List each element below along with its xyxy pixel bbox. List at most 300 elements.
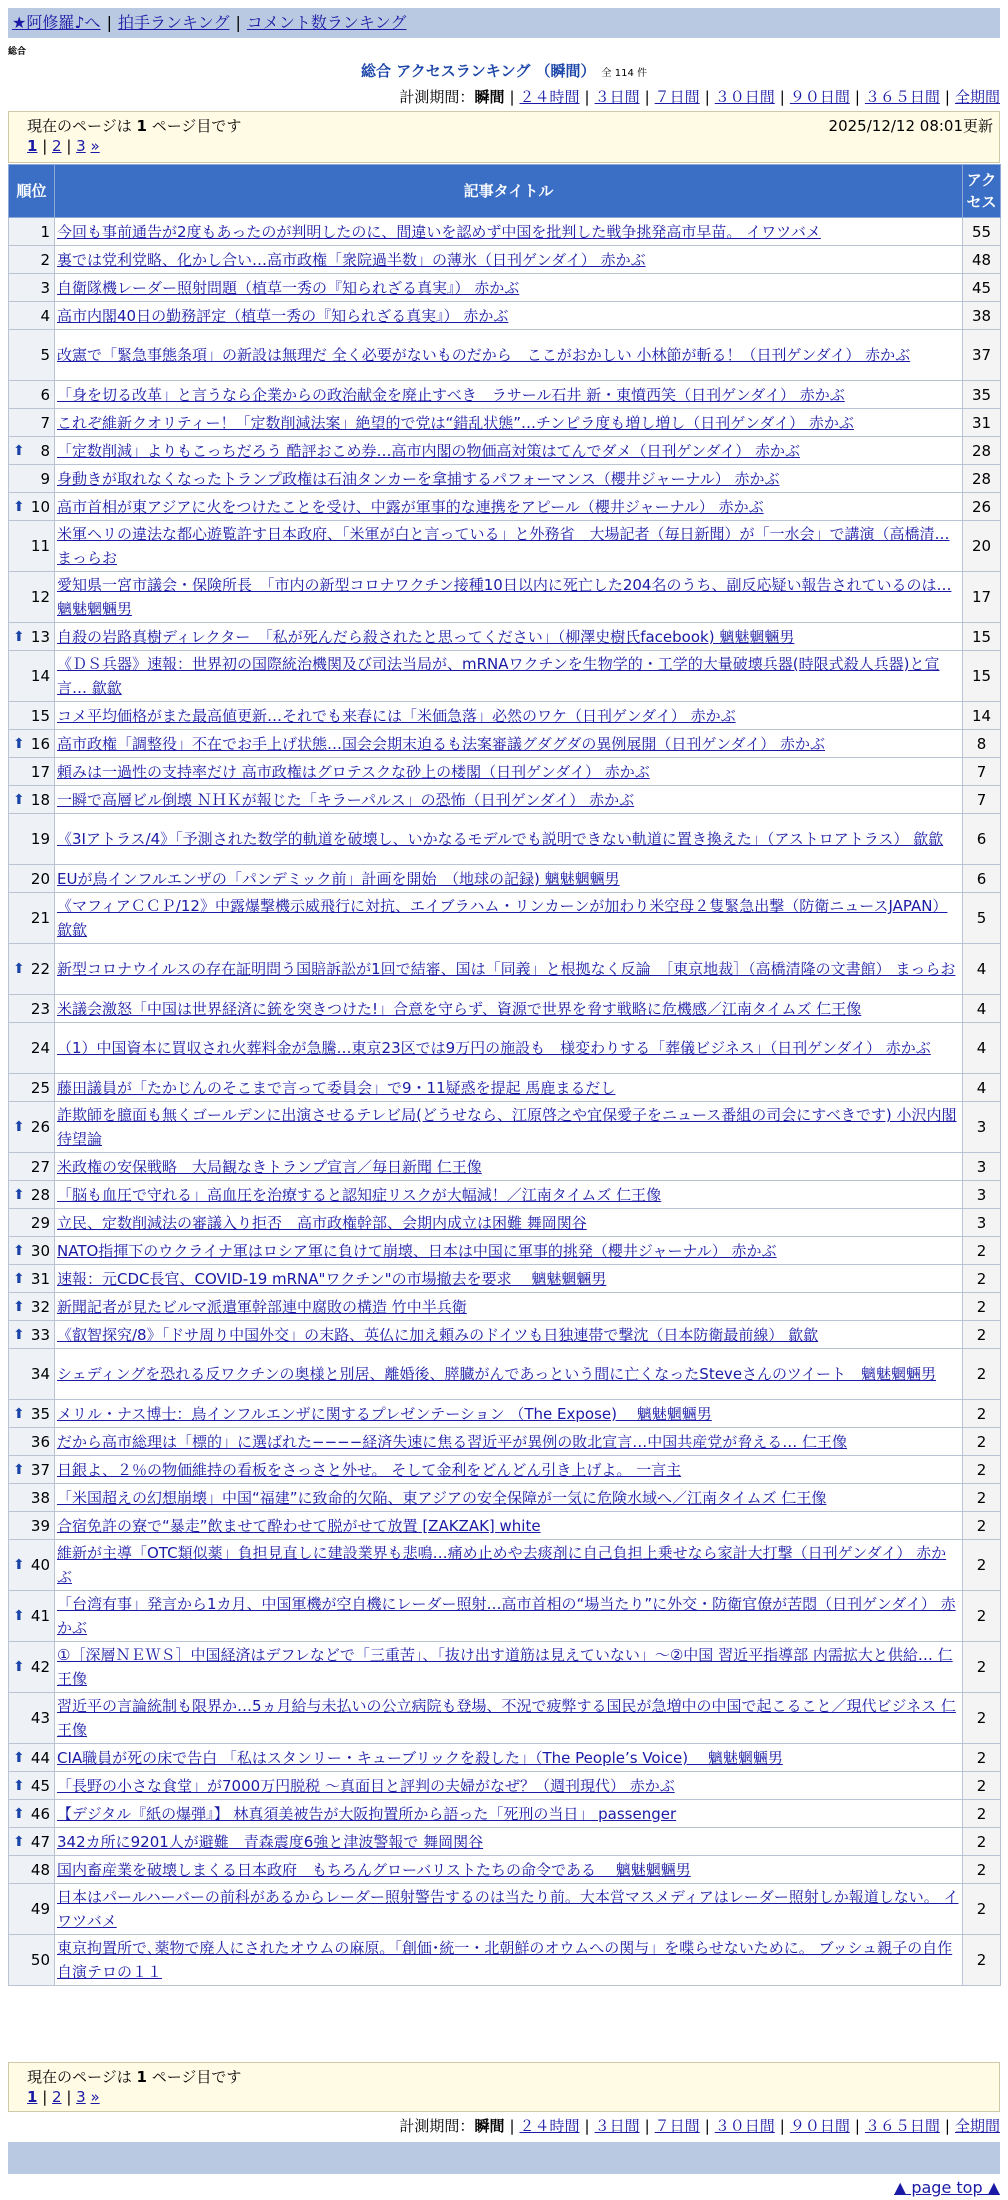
period-option-link[interactable]: ９０日間 [789, 88, 850, 106]
access-count: 17 [963, 572, 1001, 623]
period-option-link[interactable]: ３６５日間 [864, 88, 940, 106]
article-title-link[interactable]: メリル・ナス博士：鳥インフルエンザに関するプレゼンテーション （The Expose) 魑魅魍魎男 [57, 1404, 712, 1423]
access-count: 48 [963, 246, 1001, 274]
period-separator: | [509, 88, 515, 106]
article-title-link[interactable]: ①［深層ＮＥＷＳ］中国経済はデフレなどで「三重苦」、「抜け出す道筋は見えていない」～②中国 習近平指導部 内需拡大と供給… 仁王像 [57, 1646, 953, 1688]
title-cell [55, 381, 963, 409]
access-count: 2 [963, 1456, 1001, 1484]
pager-box-bottom [8, 2062, 1000, 2112]
access-count: 2 [963, 1428, 1001, 1456]
table-row [9, 1349, 1001, 1400]
period-option-link[interactable]: ９０日間 [789, 2117, 850, 2135]
table-row [9, 1884, 1001, 1935]
next-page-link[interactable]: » [90, 2088, 100, 2106]
period-separator: | [779, 88, 785, 106]
table-row [9, 302, 1001, 330]
table-row [9, 330, 1001, 381]
page-link[interactable]: 2 [52, 2088, 62, 2106]
article-title-link[interactable]: 342カ所に9201人が避難 青森震度6強と津波警報で 舞岡関谷 [57, 1832, 484, 1851]
nav-separator: | [235, 13, 241, 32]
article-title-link[interactable]: 高市内閣40日の勤務評定（植草一秀の『知られざる真実』） 赤かぶ [57, 306, 509, 325]
title-cell [55, 1023, 963, 1074]
access-count: 2 [963, 1349, 1001, 1400]
article-title-link[interactable]: 「身を切る改革」と言うなら企業からの政治献金を廃止すべき ラサール石井 新・東憤西笑（日刊ゲンダイ） 赤かぶ [57, 385, 845, 404]
rank-number: 9 [40, 469, 50, 488]
article-title-link[interactable]: だから高市総理は「標的」に選ばれた−−−−経済失速に焦る習近平が異例の敗北宣言…中国共産党が脅える… 仁王像 [57, 1432, 848, 1451]
rank-number: 15 [30, 706, 50, 725]
table-row [9, 1512, 1001, 1540]
up-arrow-icon: ⬆ [13, 1186, 25, 1203]
article-title-link[interactable]: コメ平均価格がまた最高値更新…それでも来春には「米価急落」必然のワケ（日刊ゲンダイ） 赤かぶ [57, 706, 736, 725]
period-option-link[interactable]: 全期間 [954, 88, 1000, 106]
rank-cell [9, 1856, 55, 1884]
period-option-link[interactable]: ３０日間 [714, 88, 775, 106]
access-count: 20 [963, 521, 1001, 572]
table-row [9, 521, 1001, 572]
up-arrow-icon: ⬆ [13, 442, 25, 459]
rank-cell [9, 1884, 55, 1935]
article-title-link[interactable]: 日銀よ、２％の物価維持の看板をさっさと外せ。 そして金利をどんどん引き上げよ。 一言主 [57, 1460, 682, 1479]
header-title: 記事タイトル [55, 165, 963, 218]
article-title-link[interactable]: （1）中国資本に買収され火葬料金が急騰…東京23区では9万円の施設も 様変わりする「葬儀ビジネス」（日刊ゲンダイ） 赤かぶ [57, 1039, 931, 1057]
article-title-link[interactable]: 身動きが取れなくなったトランプ政権は石油タンカーを拿捕するパフォーマンス（櫻井ジャーナル） 赤かぶ [57, 469, 780, 488]
rank-cell [9, 1023, 55, 1074]
title-cell [55, 437, 963, 465]
title-cell [55, 1181, 963, 1209]
rank-cell [9, 1265, 55, 1293]
access-count: 26 [963, 493, 1001, 521]
table-row [9, 572, 1001, 623]
category-label: 総合 [8, 47, 27, 57]
article-title-link[interactable]: 高市首相が東アジアに火をつけたことを受け、中露が軍事的な連携をアピール（櫻井ジャーナル） 赤かぶ [57, 497, 764, 516]
rank-cell [9, 1540, 55, 1591]
table-row [9, 730, 1001, 758]
pager-box-top [8, 111, 1000, 163]
article-title-link[interactable]: 【デジタル『紙の爆弾』】 林真須美被告が大阪拘置所から語った「死刑の当日」 passenger [57, 1804, 677, 1823]
rank-cell [9, 1237, 55, 1265]
article-title-link[interactable]: 愛知県一宮市議会・保険所長 「市内の新型コロナワクチン接種10日以内に死亡した204名のうち、副反応疑い報告されているのは… 魑魅魍魎男 [57, 576, 952, 618]
rank-number: 1 [40, 222, 50, 241]
period-option-link[interactable]: ７日間 [654, 2117, 700, 2135]
rank-cell [9, 651, 55, 702]
access-count: 2 [963, 1484, 1001, 1512]
page-title: 総合 アクセスランキング （瞬間） [361, 62, 596, 80]
article-title-link[interactable]: 維新が主導「OTC類似薬」負担見直しに建設業界も悲鳴…痛め止めや去痰剤に自己負担上乗せなら家計大打撃（日刊ゲンダイ） 赤かぶ [57, 1544, 947, 1586]
title-cell [55, 1512, 963, 1540]
title-cell [55, 1856, 963, 1884]
title-cell [55, 1540, 963, 1591]
title-cell [55, 1349, 963, 1400]
article-title-link[interactable]: 「長野の小さな食堂」が7000万円脱税 ～真面目と評判の夫婦がなぜ？（週刊現代） 赤かぶ [57, 1776, 675, 1795]
table-row [9, 1772, 1001, 1800]
access-count: 4 [963, 944, 1001, 995]
period-separator: | [584, 2117, 590, 2135]
rank-cell [9, 758, 55, 786]
access-count: 3 [963, 1209, 1001, 1237]
rank-cell [9, 1744, 55, 1772]
access-count: 7 [963, 758, 1001, 786]
period-selector-bottom [399, 2115, 1000, 2136]
rank-number: 19 [30, 830, 50, 848]
up-arrow-icon: ⬆ [13, 1833, 25, 1850]
period-separator: | [584, 88, 590, 106]
table-row [9, 246, 1001, 274]
article-title-link[interactable]: 「脳も血圧で守れる」高血圧を治療すると認知症リスクが大幅減！／江南タイムズ 仁王像 [57, 1185, 662, 1204]
period-option-link[interactable]: ７日間 [654, 88, 700, 106]
article-title-link[interactable]: 《叡智探究/8》「ドサ周り中国外交」の末路、英仏に加え頼みのドイツも日独連帯で撃沈（日本防衛最前線） 歙歙 [57, 1325, 819, 1344]
article-title-link[interactable]: 「米国超えの幻想崩壊」中国“福建”に致命的欠陥、東アジアの安全保障が一気に危険水域へ／江南タイムズ 仁王像 [57, 1488, 827, 1507]
rank-number: 10 [30, 497, 50, 516]
article-title-link[interactable]: 国内畜産業を破壊しまくる日本政府 もちろんグローバリストたちの命令である 魑魅魍魎男 [57, 1860, 691, 1879]
comment-ranking-link[interactable]: コメント数ランキング [246, 13, 407, 32]
rank-number: 32 [30, 1297, 50, 1316]
article-title-link[interactable]: 「台湾有事」発言から1カ月、中国軍機が空自機にレーダー照射…高市首相の“場当たり”に外交・防衛官僚が苦悶（日刊ゲンダイ） 赤かぶ [57, 1595, 956, 1637]
rank-number: 47 [30, 1832, 50, 1851]
rank-cell [9, 1828, 55, 1856]
table-row [9, 786, 1001, 814]
access-count: 45 [963, 274, 1001, 302]
rank-number: 29 [30, 1213, 50, 1232]
table-row [9, 995, 1001, 1023]
article-title-link[interactable]: 藤田議員が「たかじんのそこまで言って委員会」で9・11疑惑を提起 馬鹿まるだし [57, 1078, 616, 1097]
article-title-link[interactable]: NATO指揮下のウクライナ軍はロシア軍に負けて崩壊、日本は中国に軍事的挑発（櫻井ジャーナル） 赤かぶ [57, 1241, 777, 1260]
access-count: 14 [963, 702, 1001, 730]
page-link[interactable]: 3 [76, 2088, 86, 2106]
period-separator: | [944, 2117, 950, 2135]
access-count: 4 [963, 1023, 1001, 1074]
table-row [9, 1209, 1001, 1237]
up-arrow-icon: ⬆ [13, 1298, 25, 1315]
access-count: 3 [963, 1102, 1001, 1153]
title-cell [55, 1884, 963, 1935]
access-count: 15 [963, 623, 1001, 651]
table-row [9, 1023, 1001, 1074]
article-title-link[interactable]: 合宿免許の寮で“暴走”飲ませて酔わせて脱がせて放置 [ZAKZAK] white [57, 1516, 541, 1535]
header-rank: 順位 [9, 165, 55, 218]
article-title-link[interactable]: 詐欺師を臆面も無くゴールデンに出演させるテレビ局(どうせなら、江原啓之や宜保愛子をニュース番組の司会にすべきです) 小沢内閣待望論 [57, 1106, 957, 1148]
page-separator: | [61, 2088, 77, 2106]
access-count: 5 [963, 893, 1001, 944]
article-title-link[interactable]: 《マフィアＣＣＰ/12》中露爆撃機示威飛行に対抗、エイブラハム・リンカーンが加わり米空母２隻緊急出撃（防衛ニュースJAPAN） 歙歙 [57, 897, 948, 939]
rank-number: 39 [30, 1516, 50, 1535]
article-title-link[interactable]: 今回も事前通告が2度もあったのが判明したのに、間違いを認めず中国を批判した戦争挑発高市早苗。 イワツバメ [57, 222, 821, 241]
rank-cell [9, 521, 55, 572]
page-link[interactable]: 2 [52, 137, 62, 155]
rank-cell [9, 1772, 55, 1800]
access-count: 28 [963, 437, 1001, 465]
ranking-heading [0, 60, 1008, 81]
period-option-link[interactable]: ３６５日間 [864, 2117, 940, 2135]
up-arrow-icon: ⬆ [13, 1608, 25, 1624]
access-count: 2 [963, 1512, 1001, 1540]
article-title-link[interactable]: 日本はパールハーバーの前科があるからレーダー照射警告するのは当たり前。大本営マスメディアはレーダー照射しか報道しない。 イワツバメ [57, 1888, 959, 1930]
ranking-table [8, 164, 1001, 1986]
title-cell [55, 1102, 963, 1153]
access-count: 15 [963, 651, 1001, 702]
article-title-link[interactable]: 自殺の岩路真樹ディレクター 「私が死んだら殺されたと思ってください」（柳澤史樹氏facebook) 魑魅魍魎男 [57, 627, 795, 646]
rank-number: 14 [30, 667, 50, 685]
access-count: 2 [963, 1828, 1001, 1856]
table-row [9, 1293, 1001, 1321]
table-row [9, 1591, 1001, 1642]
article-title-link[interactable]: 新聞記者が見たビルマ派遣軍幹部連中腐敗の構造 竹中半兵衛 [57, 1297, 467, 1316]
rank-number: 28 [30, 1185, 50, 1204]
title-cell [55, 1642, 963, 1693]
rank-number: 5 [40, 346, 50, 364]
table-row [9, 944, 1001, 995]
article-title-link[interactable]: 立民、定数削減法の審議入り拒否 高市政権幹部、会期内成立は困難 舞岡関谷 [57, 1213, 587, 1232]
article-title-link[interactable]: 新型コロナウイルスの存在証明問う国賠訴訟が1回で結審、国は「同義」と根拠なく反論 ［東京地裁］（高橋清隆の文書館） まっらお [57, 960, 956, 978]
page-link[interactable]: 1 [27, 137, 38, 155]
table-row [9, 274, 1001, 302]
article-title-link[interactable]: 米政権の安保戦略 大局観なきトランプ宣言／毎日新聞 仁王像 [57, 1157, 482, 1176]
home-link[interactable]: ★阿修羅♪へ [12, 13, 101, 32]
title-cell [55, 702, 963, 730]
rank-cell [9, 995, 55, 1023]
rank-number: 6 [40, 385, 50, 404]
period-separator: | [854, 88, 860, 106]
table-row [9, 623, 1001, 651]
table-row [9, 1102, 1001, 1153]
title-cell [55, 1209, 963, 1237]
table-row [9, 1074, 1001, 1102]
table-row [9, 1153, 1001, 1181]
rank-number: 16 [30, 734, 50, 753]
rank-cell [9, 381, 55, 409]
rank-number: 18 [30, 790, 50, 809]
article-title-link[interactable]: 「定数削減」よりもこっちだろう 酷評おこめ券…高市内閣の物価高対策はてんでダメ（日刊ゲンダイ） 赤かぶ [57, 441, 801, 460]
up-arrow-icon: ⬆ [13, 791, 25, 808]
ranking-table-body [9, 218, 1001, 1986]
title-cell [55, 944, 963, 995]
article-title-link[interactable]: 裏では党利党略、化かし合い…高市政権「衆院過半数」の薄氷（日刊ゲンダイ） 赤かぶ [57, 250, 646, 269]
rank-cell [9, 1209, 55, 1237]
rank-number: 11 [30, 537, 50, 555]
period-option-link[interactable]: ３日間 [594, 88, 640, 106]
period-label: 計測期間： [399, 2117, 475, 2135]
article-title-link[interactable]: これぞ維新クオリティー！「定数削減法案」絶望的で党は“錯乱状態”…チンピラ度も増し増し（日刊ゲンダイ） 赤かぶ [57, 413, 854, 432]
table-row [9, 1400, 1001, 1428]
rank-number: 12 [30, 588, 50, 606]
rank-number: 33 [30, 1325, 50, 1344]
period-separator: | [509, 2117, 515, 2135]
article-title-link[interactable]: 米議会激怒「中国は世界経済に銃を突きつけた!」合意を守らず、資源で世界を脅す戦略に危機感／江南タイムズ 仁王像 [57, 999, 862, 1018]
table-row [9, 1456, 1001, 1484]
rank-cell [9, 1591, 55, 1642]
period-option-link[interactable]: ２４時間 [519, 88, 580, 106]
current-page-pre: 現在のページは [27, 117, 132, 135]
period-current: 瞬間 [474, 88, 505, 106]
period-option-link[interactable]: ２４時間 [519, 2117, 580, 2135]
access-count: 4 [963, 1074, 1001, 1102]
total-count: 全 114 件 [601, 68, 647, 79]
rank-cell [9, 274, 55, 302]
rank-number: 44 [30, 1748, 50, 1767]
table-row [9, 465, 1001, 493]
rank-number: 2 [40, 250, 50, 269]
article-title-link[interactable]: 米軍ヘリの違法な都心遊覧許す日本政府、「米軍が白と言っている」と外務省 大場記者（毎日新聞）が「一水会」で講演（高橋清… まっらお [57, 525, 950, 567]
title-cell [55, 1828, 963, 1856]
rank-number: 42 [30, 1658, 50, 1676]
rank-number: 45 [30, 1776, 50, 1795]
table-row [9, 1935, 1001, 1986]
title-cell [55, 758, 963, 786]
title-cell [55, 1484, 963, 1512]
article-title-link[interactable]: CIA職員が死の床で告白 「私はスタンリー・キューブリックを殺した」（The People’s Voice) 魑魅魍魎男 [57, 1748, 783, 1767]
title-cell [55, 1800, 963, 1828]
bottom-bar [8, 2142, 1000, 2174]
rank-cell [9, 893, 55, 944]
rank-cell [9, 1693, 55, 1744]
rank-number: 7 [40, 413, 50, 432]
access-count: 2 [963, 1800, 1001, 1828]
title-cell [55, 465, 963, 493]
title-cell [55, 1321, 963, 1349]
page-separator: | [37, 2088, 53, 2106]
table-row [9, 381, 1001, 409]
period-separator: | [644, 88, 650, 106]
access-count: 2 [963, 1642, 1001, 1693]
article-title-link[interactable]: シェディングを恐れる反ワクチンの奥様と別居、離婚後、膵臓がんであっという間に亡くなったSteveさんのツイート 魑魅魍魎男 [57, 1365, 936, 1383]
title-cell [55, 302, 963, 330]
title-cell [55, 893, 963, 944]
title-cell [55, 274, 963, 302]
table-row [9, 1484, 1001, 1512]
title-cell [55, 218, 963, 246]
rank-cell [9, 1349, 55, 1400]
period-label: 計測期間： [399, 88, 475, 106]
rank-cell [9, 1642, 55, 1693]
rank-number: 50 [30, 1951, 50, 1969]
rank-cell [9, 1102, 55, 1153]
up-arrow-icon: ⬆ [13, 1405, 25, 1422]
period-separator: | [944, 88, 950, 106]
period-separator: | [704, 88, 710, 106]
period-option-link[interactable]: 全期間 [954, 2117, 1000, 2135]
rank-number: 3 [40, 278, 50, 297]
article-title-link[interactable]: 東京拘置所で､薬物で廃人にされたオウムの麻原。「創価･統一・北朝鮮のオウムへの関与」を喋らせないために。 ブッシュ親子の自作自演テロの１１ [57, 1939, 953, 1981]
rank-number: 30 [30, 1241, 50, 1260]
page-link[interactable]: 3 [76, 137, 86, 155]
access-count: 31 [963, 409, 1001, 437]
applause-ranking-link[interactable]: 拍手ランキング [117, 13, 230, 32]
access-count: 2 [963, 1321, 1001, 1349]
rank-number: 35 [30, 1404, 50, 1423]
access-count: 2 [963, 1265, 1001, 1293]
current-page-number: 1 [136, 2068, 147, 2086]
access-count: 2 [963, 1293, 1001, 1321]
table-row [9, 1237, 1001, 1265]
page-separator: | [37, 137, 53, 155]
rank-cell [9, 246, 55, 274]
period-option-link[interactable]: ３日間 [594, 2117, 640, 2135]
rank-number: 41 [30, 1607, 50, 1625]
rank-cell [9, 1293, 55, 1321]
rank-number: 37 [30, 1460, 50, 1479]
next-page-link[interactable]: » [90, 137, 100, 155]
article-title-link[interactable]: 改憲で「緊急事態条項」の新設は無理だ 全く必要がないものだから ここがおかしい 小林節が斬る！（日刊ゲンダイ） 赤かぶ [57, 346, 911, 364]
up-arrow-icon: ⬆ [13, 961, 25, 977]
table-row [9, 702, 1001, 730]
article-title-link[interactable]: 高市政権「調整役」不在でお手上げ状態…国会会期末迫るも法案審議グダグダの異例展開（日刊ゲンダイ） 赤かぶ [57, 734, 825, 753]
page-link[interactable]: 1 [27, 2088, 38, 2106]
title-cell [55, 246, 963, 274]
rank-number: 31 [30, 1269, 50, 1288]
rank-cell [9, 302, 55, 330]
title-cell [55, 493, 963, 521]
rank-number: 25 [30, 1078, 50, 1097]
current-page-pre: 現在のページは [27, 2068, 132, 2086]
article-title-link[interactable]: 頼みは一過性の支持率だけ 高市政権はグロテスクな砂上の楼閣（日刊ゲンダイ） 赤かぶ [57, 762, 650, 781]
current-page-text [27, 2066, 241, 2087]
title-cell [55, 651, 963, 702]
table-row [9, 1828, 1001, 1856]
up-arrow-icon: ⬆ [13, 628, 25, 645]
up-arrow-icon: ⬆ [13, 1242, 25, 1259]
rank-cell [9, 730, 55, 758]
rank-cell [9, 814, 55, 865]
title-cell [55, 865, 963, 893]
period-selector-top [399, 86, 1000, 107]
rank-number: 48 [30, 1860, 50, 1879]
rank-number: 13 [30, 627, 50, 646]
title-cell [55, 330, 963, 381]
title-cell [55, 995, 963, 1023]
table-row [9, 493, 1001, 521]
rank-number: 4 [40, 306, 50, 325]
access-count: 35 [963, 381, 1001, 409]
table-header-row [9, 165, 1001, 218]
rank-number: 21 [30, 909, 50, 927]
rank-cell [9, 1800, 55, 1828]
article-title-link[interactable]: 速報：元CDC長官、COVID-19 mRNA"ワクチン"の市場撤去を要求 魑魅魍魎男 [57, 1269, 607, 1288]
current-page-post: ページ目です [151, 2068, 242, 2086]
article-title-link[interactable]: 一瞬で高層ビル倒壊 ＮＨＫが報じた「キラーパルス」の恐怖（日刊ゲンダイ） 赤かぶ [57, 790, 635, 809]
title-cell [55, 1456, 963, 1484]
table-row [9, 437, 1001, 465]
header-access: アクセス [963, 165, 1001, 218]
access-count: 2 [963, 1744, 1001, 1772]
rank-number: 26 [30, 1118, 50, 1136]
table-row [9, 814, 1001, 865]
title-cell [55, 521, 963, 572]
table-row [9, 893, 1001, 944]
period-option-link[interactable]: ３０日間 [714, 2117, 775, 2135]
up-arrow-icon: ⬆ [13, 498, 25, 515]
article-title-link[interactable]: 習近平の言論統制も限界か…5ヵ月給与未払いの公立病院も登場、不況で疲弊する国民が急増中の中国で起こること／現代ビジネス 仁王像 [57, 1697, 956, 1739]
article-title-link[interactable]: 自衛隊機レーダー照射問題（植草一秀の『知られざる真実』） 赤かぶ [57, 278, 520, 297]
rank-cell [9, 1512, 55, 1540]
title-cell [55, 786, 963, 814]
article-title-link[interactable]: 《3Iアトラス/4》「予測された数学的軌道を破壊し、いかなるモデルでも説明できない軌道に置き換えた」（アストロアトラス） 歙歙 [57, 830, 944, 848]
rank-number: 43 [30, 1709, 50, 1727]
rank-cell [9, 1400, 55, 1428]
table-row [9, 218, 1001, 246]
article-title-link[interactable]: EUが鳥インフルエンザの「パンデミック前」計画を開始 （地球の記録) 魑魅魍魎男 [57, 869, 620, 888]
rank-cell [9, 1456, 55, 1484]
rank-number: 17 [30, 762, 50, 781]
page-top-link[interactable]: ▲ page top ▲ [893, 2178, 1000, 2197]
article-title-link[interactable]: 《ＤＳ兵器》速報：世界初の国際統治機関及び司法当局が、mRNAワクチンを生物学的・工学的大量破壊兵器(時限式殺人兵器)と宣言… 歙歙 [57, 655, 940, 697]
page-top-area [894, 2178, 1000, 2197]
title-cell [55, 1237, 963, 1265]
access-count: 3 [963, 1181, 1001, 1209]
table-row [9, 758, 1001, 786]
rank-number: 38 [30, 1488, 50, 1507]
rank-cell [9, 330, 55, 381]
rank-cell [9, 786, 55, 814]
period-current: 瞬間 [474, 2117, 505, 2135]
